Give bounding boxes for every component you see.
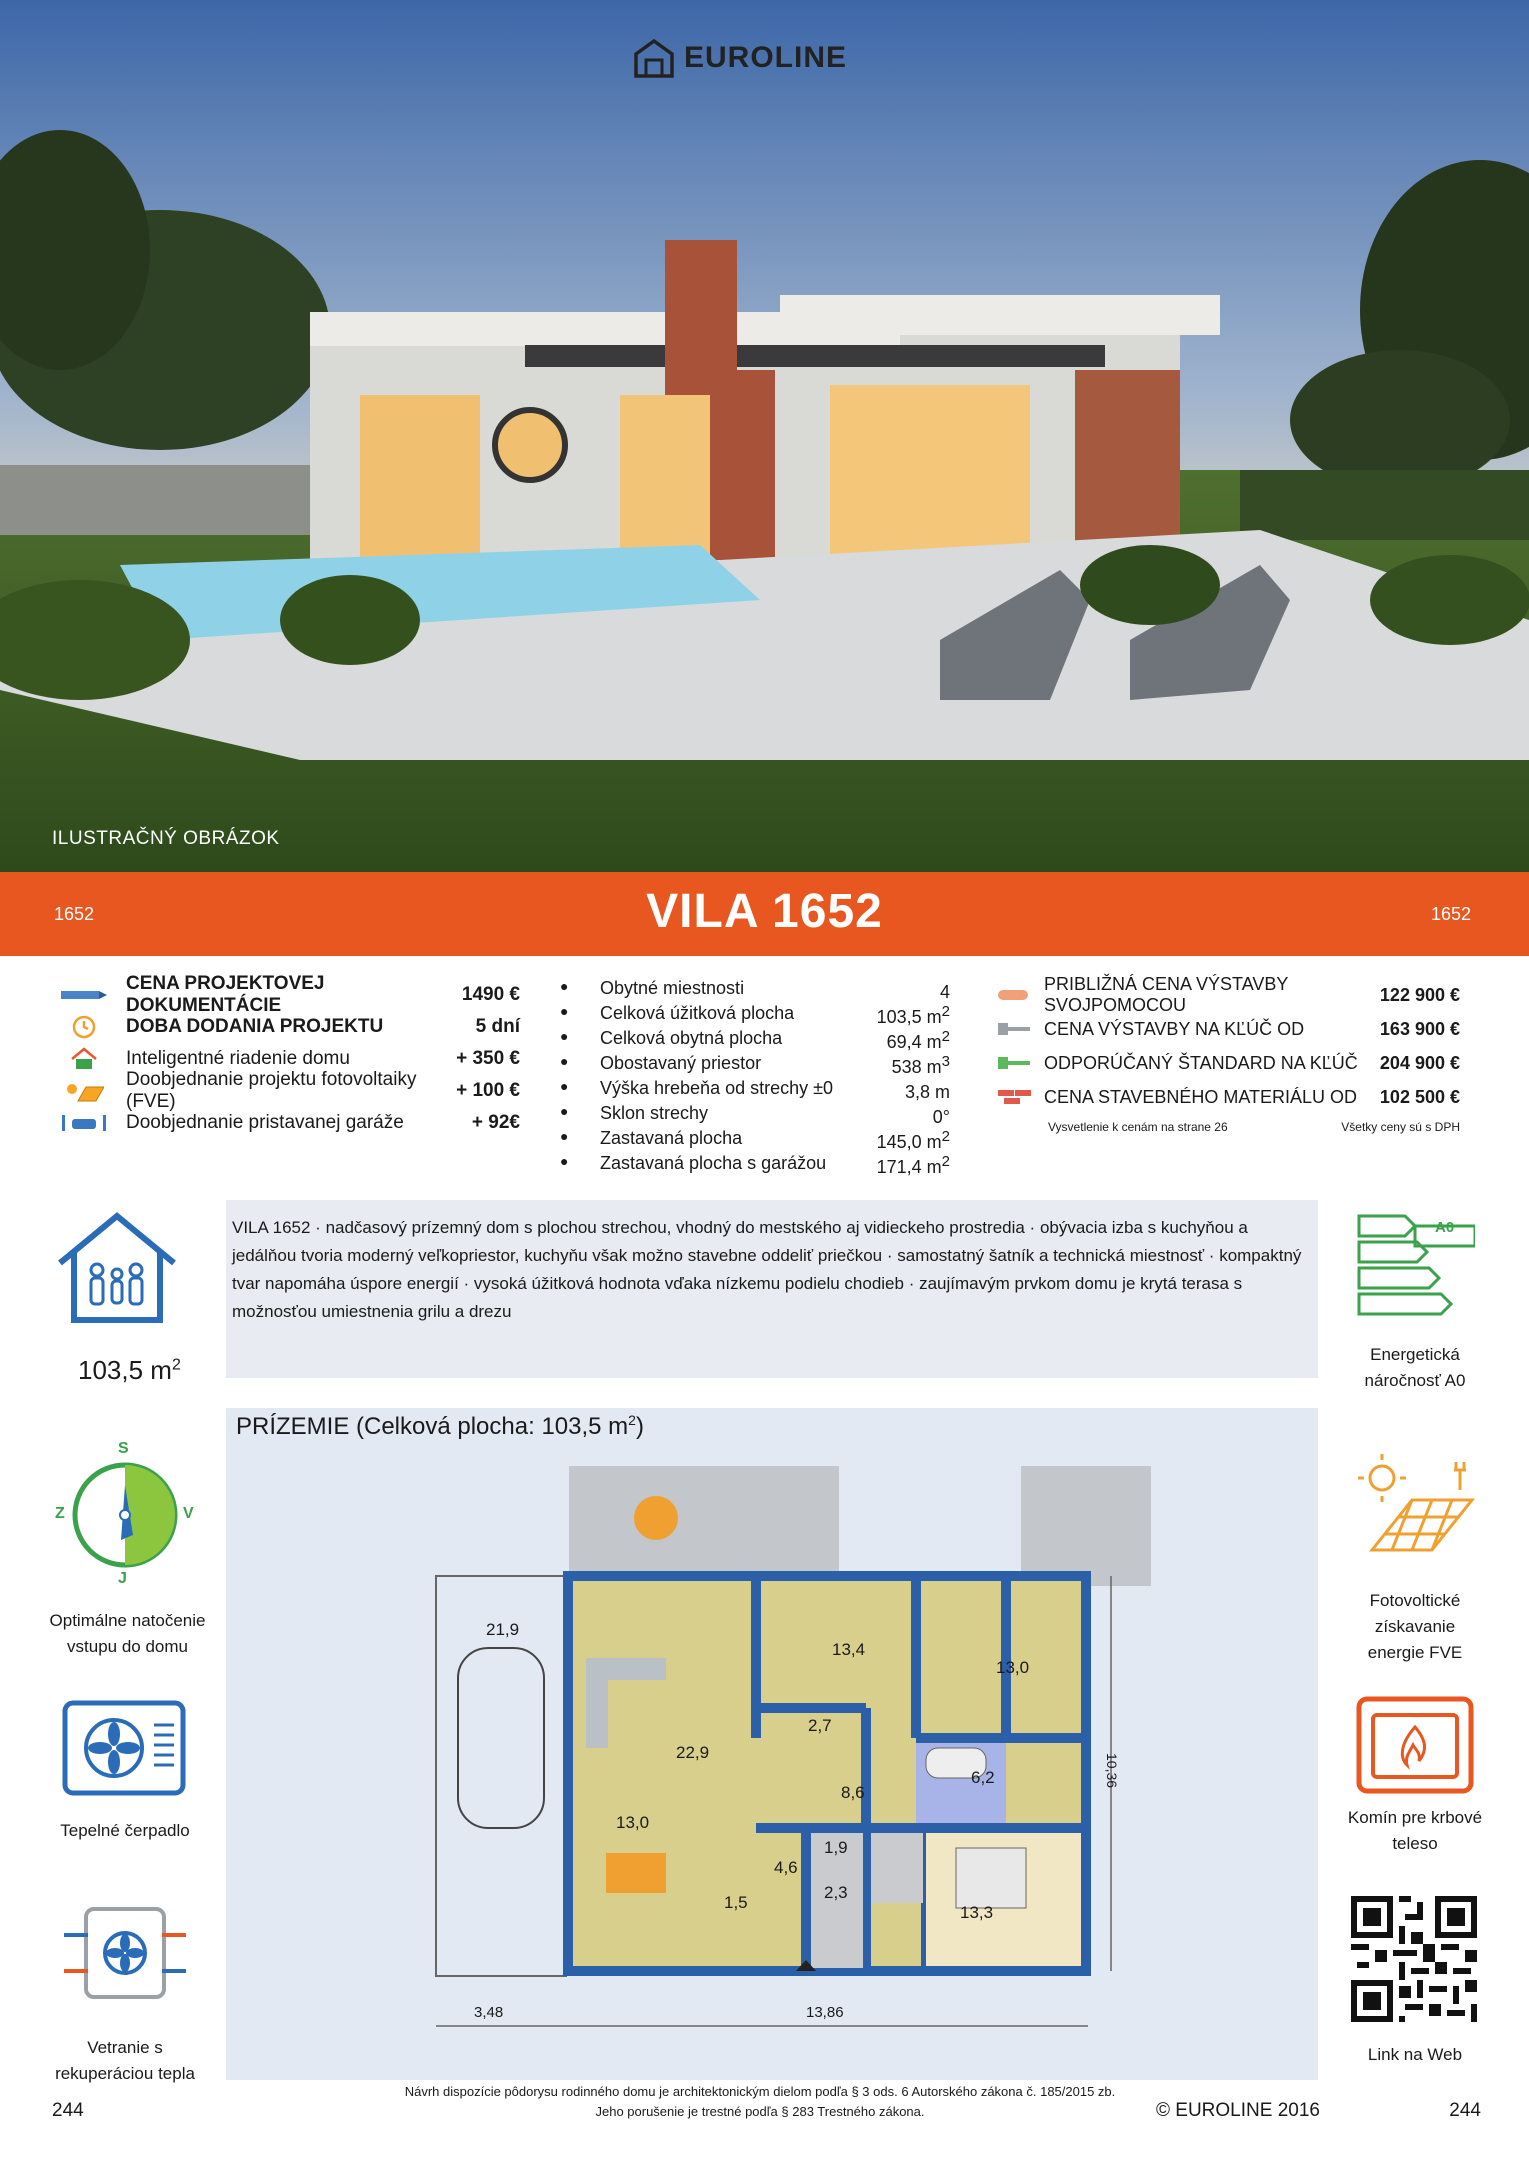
ventilation-icon: [60, 1905, 190, 2006]
parameter-row: ● Zastavaná plocha 145,0 $m^2$: [560, 1128, 950, 1152]
floorplan-panel: [226, 1408, 1318, 2080]
pv-label: Fotovoltické získavanie energie FVE: [1367, 1591, 1463, 1662]
house-code-left: 1652: [54, 904, 95, 924]
vat-note: Všetky ceny sú s DPH: [1341, 1120, 1460, 1134]
page-number-right: 244: [1449, 2100, 1481, 2121]
illustration-caption: ILUSTRAČNÝ OBRÁZOK: [52, 828, 280, 849]
legal-line-1: Návrh dispozície pôdorysu rodinného domu je architektonickým dielom podľa § 3 ods. 6 Autorského zákona č. 185/2015 zb.: [404, 2084, 1116, 2099]
price-row-selfbuild: PRIBLIŽNÁ CENA VÝSTAVBY SVOJPOMOCOU 122 900 €: [998, 980, 1460, 1010]
page-number-left: 244: [52, 2100, 84, 2121]
heat-pump-label: Tepelné čerpadlo: [60, 1821, 190, 1840]
floorplan-drawing: [226, 1408, 1318, 2080]
parameter-row: ● Výška hrebeňa od strechy ±0 3,8 m: [560, 1078, 950, 1102]
living-area: 103,5 $m^2$: [78, 1355, 181, 1385]
qr-label[interactable]: Link na Web: [1367, 2045, 1463, 2064]
fireplace-label: Komín pre krbové teleso: [1347, 1808, 1483, 1853]
heat-pump-icon: [62, 1700, 186, 1805]
dimension-label: 3,48: [474, 2004, 504, 2021]
solar-panel-icon: [60, 1079, 108, 1103]
room-area: 22,9: [676, 1743, 710, 1762]
key-green-icon: [998, 1051, 1032, 1075]
price-row-turnkey: CENA VÝSTAVBY NA KĽÚČ OD 163 900 €: [998, 1014, 1460, 1044]
energy-class-badge: A0: [1435, 1219, 1455, 1236]
room-area: 8,6: [841, 1783, 865, 1802]
room-area: 13,0: [616, 1813, 650, 1832]
house-logo-icon: [632, 38, 676, 78]
room-area: 2,7: [808, 1716, 832, 1735]
house-description: [226, 1200, 1318, 1378]
legal-line-2: Jeho porušenie je trestné podľa § 283 Trestného zákona.: [595, 2104, 925, 2119]
bricks-icon: [998, 1085, 1032, 1109]
house-illustration: [0, 0, 1529, 872]
house-area-icon: [52, 1208, 182, 1333]
description-text: VILA 1652 · nadčasový prízemný dom s plochou strechou, vhodný do mestského aj vidieckeho prostredia · obývacia izba s kuchyňou a jedálňou tvoria moderný veľkopriestor, kuchyňu však možno stavebne oddeliť priečkou · samostatný šatník a technická miestnosť · kompaktný tvar napomáha úspore energií · vysoká úžitková hodnota vďaka nízkemu podielu chodieb · zaujímavým prvkom domu je krytá terasa s možnosťou umiestnenia grilu a drezu: [232, 1218, 1302, 1321]
floorplan-title: PRÍZEMIE (Celková plocha: 103,5 $m^2$): [236, 1412, 644, 1440]
parameter-row: ● Celková úžitková plocha 103,5 $m^2$: [560, 1003, 950, 1027]
pencil-icon: [60, 983, 108, 1007]
compass-icon: S J Z V: [55, 1440, 194, 1587]
clock-icon: [60, 1015, 108, 1039]
project-info: [60, 973, 520, 1140]
smart-home-icon: [60, 1047, 108, 1071]
parameter-row: ● Obytné miestnosti 4: [560, 978, 950, 1002]
price-note: Vysvetlenie k cenám na strane 26: [1048, 1120, 1228, 1134]
fireplace-icon: [1355, 1695, 1475, 1800]
solar-roof-icon: [1352, 1450, 1482, 1565]
project-row-delivery: DOBA DODANIA PROJEKTU 5 dní: [60, 1012, 520, 1042]
project-row-pv: Doobjednanie projektu fotovoltaiky (FVE) + 100 €: [60, 1076, 520, 1106]
copyright: © EUROLINE 2016: [1156, 2100, 1320, 2121]
price-row-material: CENA STAVEBNÉHO MATERIÁLU OD 102 500 €: [998, 1082, 1460, 1112]
room-area: 2,3: [824, 1883, 848, 1902]
project-row-garage: Doobjednanie pristavanej garáže + 92€: [60, 1108, 520, 1138]
room-area: 6,2: [971, 1768, 995, 1787]
garage-car-icon: [60, 1111, 108, 1135]
energy-class-icon: [1355, 1212, 1475, 1327]
room-area: 21,9: [486, 1620, 520, 1639]
price-row-standard: ODPORÚČANÝ ŠTANDARD NA KĽÚČ 204 900 €: [998, 1048, 1460, 1078]
parameter-row: ● Obostavaný priestor 538 $m^3$: [560, 1053, 950, 1077]
room-area: 13,0: [996, 1658, 1030, 1677]
room-area: 4,6: [774, 1858, 798, 1877]
house-code-right: 1652: [1430, 904, 1471, 924]
room-area: 1,5: [724, 1893, 748, 1912]
parameters-list: [560, 978, 980, 1178]
parameter-row: ● Zastavaná plocha s garážou 171,4 $m^2$: [560, 1153, 950, 1177]
dimension-label: 10,36: [1104, 1753, 1120, 1789]
house-title: VILA 1652: [646, 885, 883, 938]
parameter-row: ● Celková obytná plocha 69,4 $m^2$: [560, 1028, 950, 1052]
qr-code[interactable]: [1345, 1890, 1483, 2028]
room-area: 13,4: [832, 1640, 866, 1659]
price-list: [998, 974, 1460, 1150]
orientation-label: Optimálne natočenie vstupu do domu: [49, 1611, 206, 1656]
project-row-smart-home: Inteligentné riadenie domu + 350 €: [60, 1044, 520, 1074]
hero-image: [0, 0, 1529, 872]
energy-label: Energetická náročnosť A0: [1364, 1345, 1466, 1390]
brand-logo: [632, 38, 847, 78]
room-area: 1,9: [824, 1838, 848, 1857]
ventilation-label: Vetranie s rekuperáciou tepla: [55, 2038, 195, 2083]
brand-name: EUROLINE: [684, 41, 848, 74]
room-area: 13,3: [960, 1903, 994, 1922]
project-row-price: CENA PROJEKTOVEJ DOKUMENTÁCIE 1490 €: [60, 980, 520, 1010]
key-grey-icon: [998, 1017, 1032, 1041]
parameter-row: ● Sklon strechy 0°: [560, 1103, 950, 1127]
hand-icon: [998, 983, 1032, 1007]
dimension-label: 13,86: [806, 2004, 844, 2021]
title-band: [0, 872, 1529, 956]
